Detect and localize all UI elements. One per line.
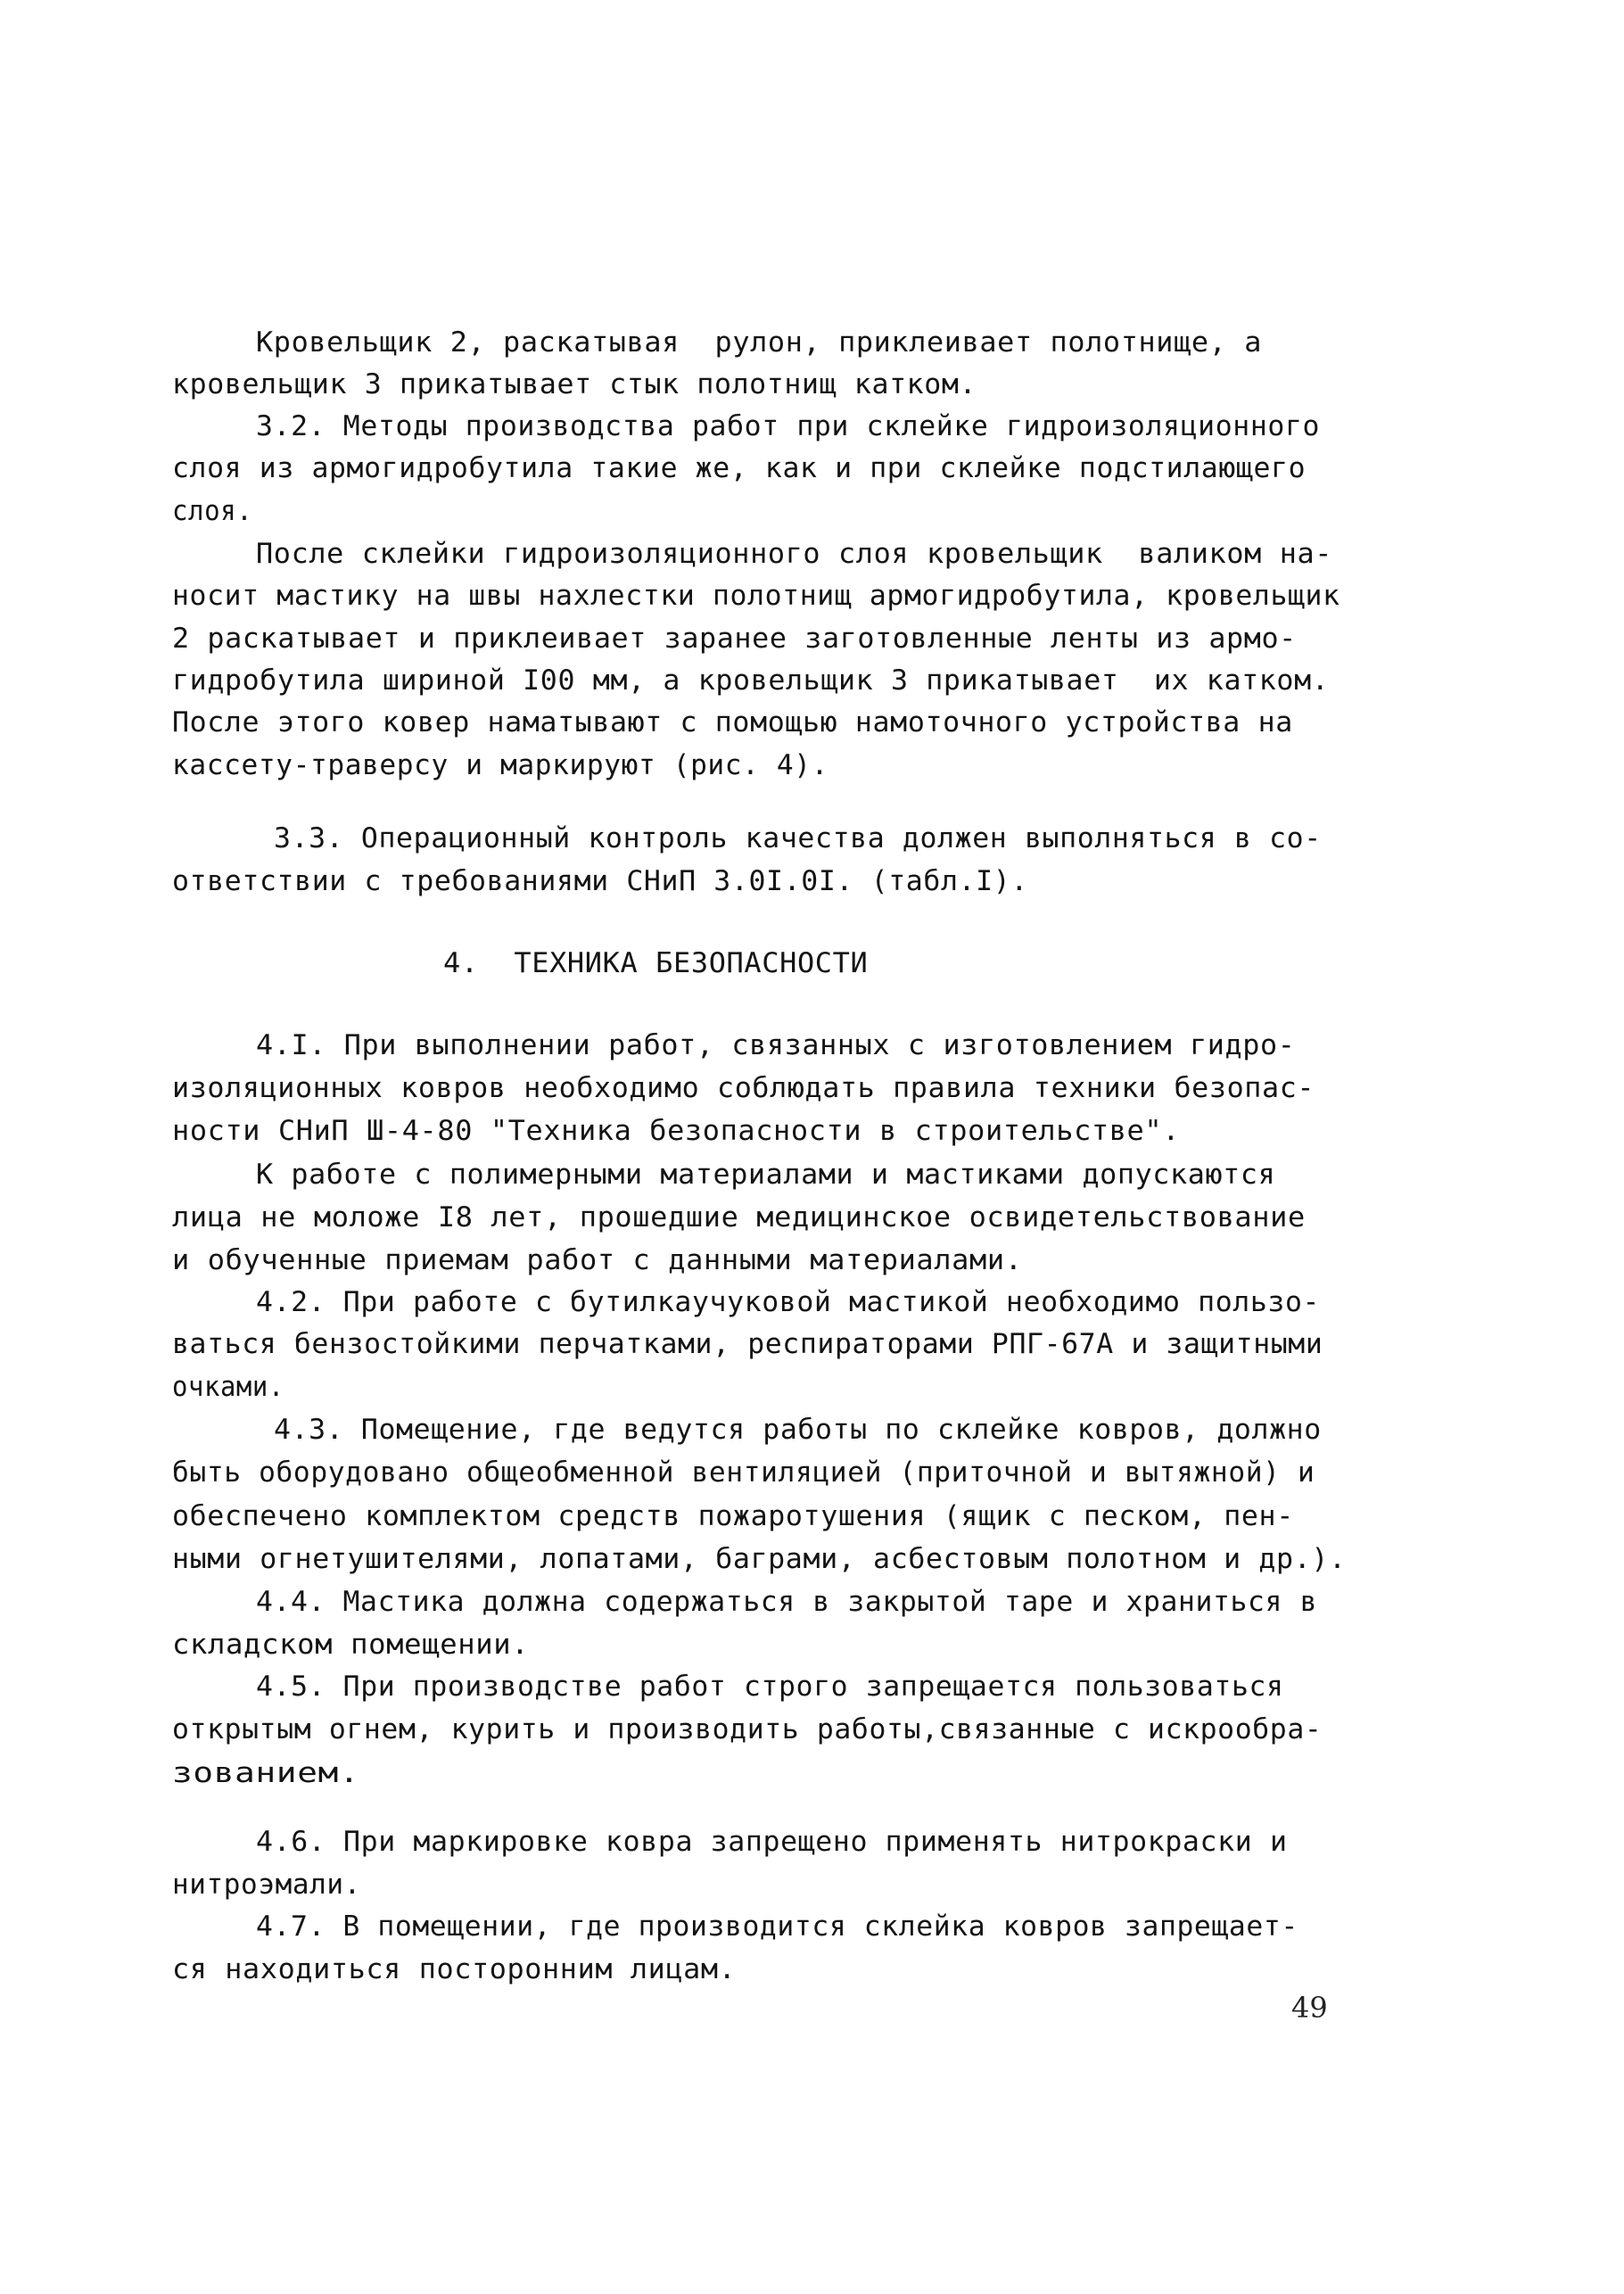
text-line: изоляционных ковров необходимо соблюдать правила техники безопас- — [172, 1072, 1315, 1104]
text-line: ся находиться посторонним лицам. — [172, 1953, 737, 1985]
text-line: складском помещении. — [172, 1629, 530, 1661]
text-line: 4.2. При работе с бутилкаучуковой мастикой необходимо пользо- — [256, 1286, 1321, 1318]
text-line: К работе с полимерными материалами и мастиками допускаются — [256, 1159, 1276, 1191]
text-line: 3.3. Операционный контроль качества должен выполняться в со- — [274, 822, 1322, 854]
text-line: и обученные приемам работ с данными материалами. — [172, 1244, 1023, 1276]
text-line: гидробутила шириной I00 мм, а кровельщик 3 прикатывает их катком. — [172, 664, 1330, 697]
text-line: слоя. — [172, 495, 253, 527]
text-line: ответствии с требованиями СНиП 3.0I.0I. (табл.I). — [172, 865, 1028, 897]
text-line: кровельщик 3 прикатывает стык полотнищ катком. — [172, 368, 977, 400]
text-line: 4.6. При маркировке ковра запрещено применять нитрокраски и — [256, 1826, 1288, 1858]
text-line: 4.3. Помещение, где ведутся работы по склейке ковров, должно — [274, 1414, 1322, 1446]
text-line: 4.7. В помещении, где производится склейка ковров запрещает- — [256, 1910, 1298, 1943]
text-line: лица не моложе I8 лет, прошедшие медицинское освидетельствование — [172, 1201, 1306, 1234]
text-line: слоя из армогидробутила такие же, как и при склейке подстилающего — [172, 452, 1307, 484]
text-line: носит мастику на швы нахлестки полотнищ армогидробутила, кровельщик — [172, 580, 1340, 612]
text-line: Кровельщик 2, раскатывая рулон, приклеивает полотнище, а — [256, 326, 1263, 359]
text-line: ными огнетушителями, лопатами, баграми, асбестовым полотном и др.). — [172, 1543, 1347, 1575]
text-line: очками. — [172, 1371, 284, 1403]
page-number: 49 — [1291, 1991, 1328, 2025]
text-line: обеспечено комплектом средств пожаротушения (ящик с песком, пен- — [172, 1500, 1294, 1532]
text-line: нитроэмали. — [172, 1869, 361, 1901]
text-line: После склейки гидроизоляционного слоя кровельщик валиком на- — [256, 538, 1333, 570]
text-line: 2 раскатывает и приклеивает заранее заготовленные ленты из армо- — [172, 623, 1297, 655]
text-line: 3.2. Методы производства работ при склейке гидроизоляционного — [256, 410, 1321, 442]
text-line: ваться бензостойкими перчатками, респираторами РПГ-67А и защитными — [172, 1328, 1323, 1360]
section-heading: 4. ТЕХНИКА БЕЗОПАСНОСТИ — [443, 947, 869, 979]
text-line: ности СНиП Ш-4-80 "Техника безопасности в строительстве". — [172, 1115, 1181, 1147]
text-line: 4.I. При выполнении работ, связанных с изготовлением гидро- — [256, 1029, 1296, 1061]
text-line: кассету-траверсу и маркируют (рис. 4). — [172, 749, 829, 781]
text-line: 4.5. При производстве работ строго запрещается пользоваться — [256, 1671, 1284, 1703]
text-line: 4.4. Мастика должна содержаться в закрытой таре и храниться в — [256, 1586, 1318, 1618]
text-line: быть оборудовано общеобменной вентиляцией (приточной и вытяжной) и — [172, 1456, 1315, 1489]
text-line: открытым огнем, курить и производить работы,связанные с искрообра- — [172, 1713, 1323, 1745]
text-line: зованием. — [172, 1757, 360, 1789]
text-line: После этого ковер наматывают с помощью намоточного устройства на — [172, 706, 1293, 739]
